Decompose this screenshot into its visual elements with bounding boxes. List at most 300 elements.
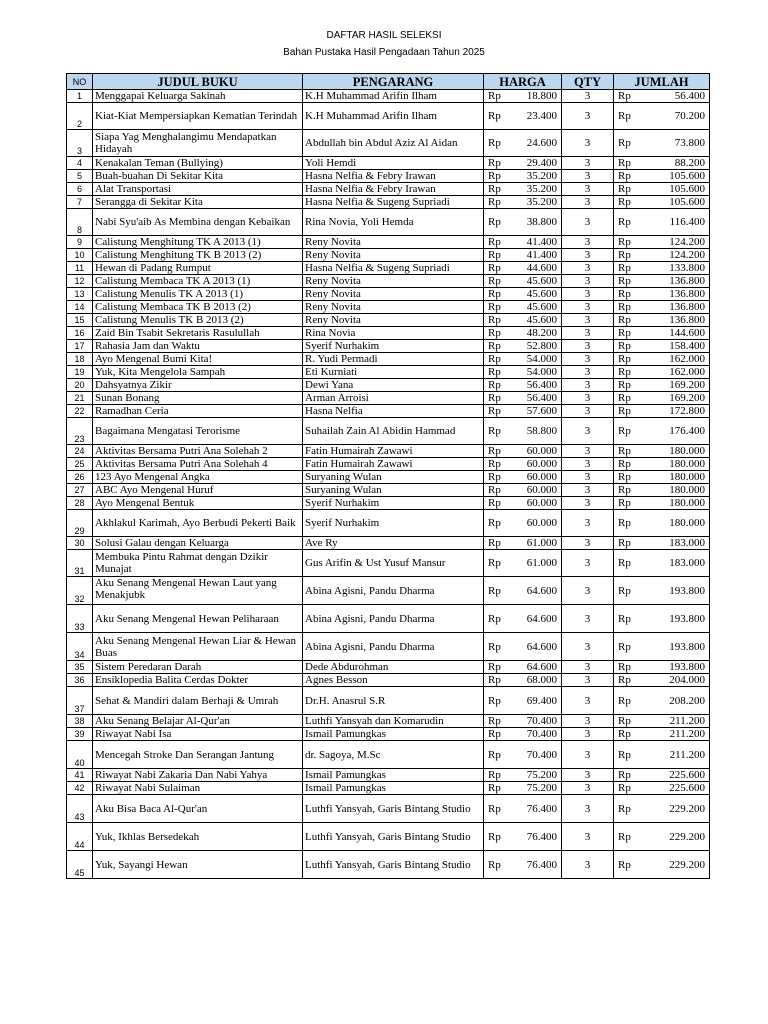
row-number: 8 <box>67 209 93 236</box>
table-row <box>67 661 710 674</box>
table-row <box>67 157 710 170</box>
quantity: 3 <box>562 275 614 288</box>
price-value: 23.400 <box>512 103 562 130</box>
table-row <box>67 196 710 209</box>
price-currency: Rp <box>484 497 512 510</box>
price-value: 35.200 <box>512 170 562 183</box>
total-currency: Rp <box>614 728 642 741</box>
table-row <box>67 90 710 103</box>
book-title: Serangga di Sekitar Kita <box>93 196 303 209</box>
row-number: 17 <box>67 340 93 353</box>
quantity: 3 <box>562 851 614 879</box>
total-value: 136.800 <box>642 288 710 301</box>
row-number: 21 <box>67 392 93 405</box>
book-title: Yuk, Sayangi Hewan <box>93 851 303 879</box>
table-row <box>67 537 710 550</box>
table-row <box>67 418 710 445</box>
book-author: Ismail Pamungkas <box>303 728 484 741</box>
quantity: 3 <box>562 209 614 236</box>
price-currency: Rp <box>484 236 512 249</box>
price-currency: Rp <box>484 484 512 497</box>
price-value: 35.200 <box>512 183 562 196</box>
total-currency: Rp <box>614 769 642 782</box>
book-author: Hasna Nelfia <box>303 405 484 418</box>
row-number: 37 <box>67 687 93 715</box>
book-title: ABC Ayo Mengenal Huruf <box>93 484 303 497</box>
row-number: 35 <box>67 661 93 674</box>
price-currency: Rp <box>484 605 512 633</box>
price-value: 57.600 <box>512 405 562 418</box>
quantity: 3 <box>562 687 614 715</box>
total-value: 180.000 <box>642 471 710 484</box>
total-currency: Rp <box>614 484 642 497</box>
book-author: Suryaning Wulan <box>303 471 484 484</box>
book-author: Rina Novia <box>303 327 484 340</box>
price-value: 61.000 <box>512 537 562 550</box>
row-number: 20 <box>67 379 93 392</box>
row-number: 39 <box>67 728 93 741</box>
price-currency: Rp <box>484 728 512 741</box>
total-currency: Rp <box>614 633 642 661</box>
column-header-no: NO <box>67 74 93 90</box>
quantity: 3 <box>562 103 614 130</box>
table-row <box>67 674 710 687</box>
price-value: 75.200 <box>512 769 562 782</box>
price-currency: Rp <box>484 633 512 661</box>
quantity: 3 <box>562 782 614 795</box>
quantity: 3 <box>562 471 614 484</box>
total-value: 180.000 <box>642 458 710 471</box>
total-currency: Rp <box>614 458 642 471</box>
row-number: 12 <box>67 275 93 288</box>
book-author: Fatin Humairah Zawawi <box>303 445 484 458</box>
table-row <box>67 484 710 497</box>
book-title: Aku Senang Mengenal Hewan Liar & Hewan Buas <box>93 633 303 661</box>
document-subtitle: Bahan Pustaka Hasil Pengadaan Tahun 2025 <box>283 47 485 58</box>
row-number: 38 <box>67 715 93 728</box>
price-currency: Rp <box>484 130 512 157</box>
table-row <box>67 445 710 458</box>
total-value: 176.400 <box>642 418 710 445</box>
book-title: Kenakalan Teman (Bullying) <box>93 157 303 170</box>
row-number: 43 <box>67 795 93 823</box>
table-row <box>67 130 710 157</box>
price-currency: Rp <box>484 288 512 301</box>
book-author: K.H Muhammad Arifin Ilham <box>303 103 484 130</box>
price-value: 29.400 <box>512 157 562 170</box>
book-title: Membuka Pintu Rahmat dengan Dzikir Munajat <box>93 550 303 577</box>
total-currency: Rp <box>614 262 642 275</box>
total-currency: Rp <box>614 353 642 366</box>
table-row <box>67 577 710 605</box>
quantity: 3 <box>562 795 614 823</box>
book-title: Akhlakul Karimah, Ayo Berbudi Pekerti Baik <box>93 510 303 537</box>
price-value: 61.000 <box>512 550 562 577</box>
total-value: 169.200 <box>642 379 710 392</box>
price-value: 75.200 <box>512 782 562 795</box>
price-currency: Rp <box>484 795 512 823</box>
quantity: 3 <box>562 314 614 327</box>
price-currency: Rp <box>484 392 512 405</box>
row-number: 1 <box>67 90 93 103</box>
quantity: 3 <box>562 484 614 497</box>
total-value: 133.800 <box>642 262 710 275</box>
row-number: 29 <box>67 510 93 537</box>
table-row <box>67 314 710 327</box>
price-currency: Rp <box>484 366 512 379</box>
total-value: 208.200 <box>642 687 710 715</box>
price-currency: Rp <box>484 458 512 471</box>
price-value: 70.400 <box>512 715 562 728</box>
total-value: 169.200 <box>642 392 710 405</box>
price-currency: Rp <box>484 196 512 209</box>
price-currency: Rp <box>484 262 512 275</box>
total-currency: Rp <box>614 196 642 209</box>
total-value: 229.200 <box>642 795 710 823</box>
quantity: 3 <box>562 823 614 851</box>
total-currency: Rp <box>614 405 642 418</box>
quantity: 3 <box>562 497 614 510</box>
total-currency: Rp <box>614 471 642 484</box>
book-author: Abdullah bin Abdul Aziz Al Aidan <box>303 130 484 157</box>
row-number: 33 <box>67 605 93 633</box>
book-title: Menggapai Keluarga Sakinah <box>93 90 303 103</box>
book-author: Syerif Nurhakim <box>303 340 484 353</box>
row-number: 19 <box>67 366 93 379</box>
price-currency: Rp <box>484 687 512 715</box>
row-number: 2 <box>67 103 93 130</box>
quantity: 3 <box>562 353 614 366</box>
table-row <box>67 605 710 633</box>
book-author: Dewi Yana <box>303 379 484 392</box>
book-title: Kiat-Kiat Mempersiapkan Kematian Terindah <box>93 103 303 130</box>
row-number: 10 <box>67 249 93 262</box>
total-currency: Rp <box>614 605 642 633</box>
price-value: 60.000 <box>512 471 562 484</box>
book-title: Siapa Yag Menghalangimu Mendapatkan Hidayah <box>93 130 303 157</box>
book-title: Buah-buahan Di Sekitar Kita <box>93 170 303 183</box>
total-value: 211.200 <box>642 715 710 728</box>
total-value: 180.000 <box>642 497 710 510</box>
total-currency: Rp <box>614 366 642 379</box>
quantity: 3 <box>562 288 614 301</box>
quantity: 3 <box>562 249 614 262</box>
book-title: Hewan di Padang Rumput <box>93 262 303 275</box>
column-header-harga: HARGA <box>484 74 562 90</box>
book-author: Reny Novita <box>303 249 484 262</box>
price-value: 60.000 <box>512 497 562 510</box>
total-value: 136.800 <box>642 314 710 327</box>
quantity: 3 <box>562 170 614 183</box>
quantity: 3 <box>562 661 614 674</box>
row-number: 41 <box>67 769 93 782</box>
quantity: 3 <box>562 605 614 633</box>
price-value: 60.000 <box>512 484 562 497</box>
total-value: 180.000 <box>642 510 710 537</box>
book-author: Fatin Humairah Zawawi <box>303 458 484 471</box>
table-row <box>67 823 710 851</box>
table-row <box>67 170 710 183</box>
table-row <box>67 715 710 728</box>
price-value: 69.400 <box>512 687 562 715</box>
table-row <box>67 327 710 340</box>
total-value: 73.800 <box>642 130 710 157</box>
row-number: 16 <box>67 327 93 340</box>
total-currency: Rp <box>614 550 642 577</box>
row-number: 11 <box>67 262 93 275</box>
price-value: 60.000 <box>512 458 562 471</box>
table-row <box>67 471 710 484</box>
row-number: 31 <box>67 550 93 577</box>
book-title: Aktivitas Bersama Putri Ana Solehah 2 <box>93 445 303 458</box>
column-header-jumlah: JUMLAH <box>614 74 710 90</box>
quantity: 3 <box>562 537 614 550</box>
book-title: Aku Bisa Baca Al-Qur'an <box>93 795 303 823</box>
book-title: Yuk, Kita Mengelola Sampah <box>93 366 303 379</box>
row-number: 42 <box>67 782 93 795</box>
column-header-pengarang: PENGARANG <box>303 74 484 90</box>
book-author: Ave Ry <box>303 537 484 550</box>
total-currency: Rp <box>614 183 642 196</box>
table-row <box>67 741 710 769</box>
price-value: 64.600 <box>512 577 562 605</box>
quantity: 3 <box>562 183 614 196</box>
row-number: 40 <box>67 741 93 769</box>
total-currency: Rp <box>614 741 642 769</box>
price-currency: Rp <box>484 782 512 795</box>
total-currency: Rp <box>614 851 642 879</box>
price-value: 54.000 <box>512 366 562 379</box>
price-value: 56.400 <box>512 392 562 405</box>
book-title: Bagaimana Mengatasi Terorisme <box>93 418 303 445</box>
price-currency: Rp <box>484 249 512 262</box>
book-author: Gus Arifin & Ust Yusuf Mansur <box>303 550 484 577</box>
row-number: 44 <box>67 823 93 851</box>
book-title: Zaid Bin Tsabit Sekretaris Rasulullah <box>93 327 303 340</box>
row-number: 18 <box>67 353 93 366</box>
book-title: Ensiklopedia Balita Cerdas Dokter <box>93 674 303 687</box>
total-currency: Rp <box>614 674 642 687</box>
total-value: 183.000 <box>642 537 710 550</box>
book-title: Aku Senang Mengenal Hewan Laut yang Menakjubk <box>93 577 303 605</box>
book-author: dr. Sagoya, M.Sc <box>303 741 484 769</box>
total-value: 158.400 <box>642 340 710 353</box>
price-value: 76.400 <box>512 823 562 851</box>
book-title: Calistung Menghitung TK B 2013 (2) <box>93 249 303 262</box>
total-value: 229.200 <box>642 823 710 851</box>
table-row <box>67 288 710 301</box>
quantity: 3 <box>562 262 614 275</box>
table-row <box>67 249 710 262</box>
row-number: 34 <box>67 633 93 661</box>
book-author: Luthfi Yansyah dan Komarudin <box>303 715 484 728</box>
price-currency: Rp <box>484 90 512 103</box>
total-currency: Rp <box>614 275 642 288</box>
table-row <box>67 769 710 782</box>
total-currency: Rp <box>614 379 642 392</box>
row-number: 27 <box>67 484 93 497</box>
book-title: Ramadhan Ceria <box>93 405 303 418</box>
price-value: 56.400 <box>512 379 562 392</box>
price-value: 45.600 <box>512 314 562 327</box>
price-currency: Rp <box>484 157 512 170</box>
total-value: 162.000 <box>642 366 710 379</box>
book-title: Solusi Galau dengan Keluarga <box>93 537 303 550</box>
total-currency: Rp <box>614 445 642 458</box>
book-title: Sistem Peredaran Darah <box>93 661 303 674</box>
price-value: 54.000 <box>512 353 562 366</box>
row-number: 7 <box>67 196 93 209</box>
book-author: Ismail Pamungkas <box>303 769 484 782</box>
book-title: Calistung Membaca TK A 2013 (1) <box>93 275 303 288</box>
total-currency: Rp <box>614 795 642 823</box>
book-author: Dede Abdurohman <box>303 661 484 674</box>
quantity: 3 <box>562 379 614 392</box>
price-value: 70.400 <box>512 741 562 769</box>
book-title: Calistung Menghitung TK A 2013 (1) <box>93 236 303 249</box>
total-currency: Rp <box>614 90 642 103</box>
total-currency: Rp <box>614 249 642 262</box>
price-currency: Rp <box>484 471 512 484</box>
quantity: 3 <box>562 577 614 605</box>
table-row <box>67 687 710 715</box>
quantity: 3 <box>562 405 614 418</box>
price-value: 41.400 <box>512 249 562 262</box>
table-row <box>67 353 710 366</box>
book-title: Ayo Mengenal Bumi Kita! <box>93 353 303 366</box>
quantity: 3 <box>562 633 614 661</box>
book-title: Nabi Syu'aib As Membina dengan Kebaikan <box>93 209 303 236</box>
price-currency: Rp <box>484 445 512 458</box>
book-author: Reny Novita <box>303 301 484 314</box>
total-currency: Rp <box>614 340 642 353</box>
total-value: 124.200 <box>642 249 710 262</box>
total-value: 136.800 <box>642 301 710 314</box>
row-number: 9 <box>67 236 93 249</box>
quantity: 3 <box>562 340 614 353</box>
row-number: 30 <box>67 537 93 550</box>
total-value: 105.600 <box>642 196 710 209</box>
price-currency: Rp <box>484 510 512 537</box>
book-author: Yoli Hemdi <box>303 157 484 170</box>
price-value: 58.800 <box>512 418 562 445</box>
total-currency: Rp <box>614 497 642 510</box>
total-currency: Rp <box>614 103 642 130</box>
price-value: 52.800 <box>512 340 562 353</box>
quantity: 3 <box>562 550 614 577</box>
price-value: 18.800 <box>512 90 562 103</box>
total-currency: Rp <box>614 157 642 170</box>
total-currency: Rp <box>614 130 642 157</box>
row-number: 22 <box>67 405 93 418</box>
table-row <box>67 275 710 288</box>
book-author: Syerif Nurhakim <box>303 497 484 510</box>
book-author: Abina Agisni, Pandu Dharma <box>303 633 484 661</box>
table-row <box>67 550 710 577</box>
quantity: 3 <box>562 157 614 170</box>
book-title: Aku Senang Mengenal Hewan Peliharaan <box>93 605 303 633</box>
total-value: 70.200 <box>642 103 710 130</box>
quantity: 3 <box>562 510 614 537</box>
price-value: 41.400 <box>512 236 562 249</box>
total-currency: Rp <box>614 209 642 236</box>
row-number: 26 <box>67 471 93 484</box>
total-value: 225.600 <box>642 769 710 782</box>
price-currency: Rp <box>484 577 512 605</box>
table-row <box>67 340 710 353</box>
book-title: Sunan Bonang <box>93 392 303 405</box>
price-currency: Rp <box>484 661 512 674</box>
price-currency: Rp <box>484 340 512 353</box>
book-author: Hasna Nelfia & Sugeng Supriadi <box>303 196 484 209</box>
price-value: 60.000 <box>512 510 562 537</box>
price-currency: Rp <box>484 851 512 879</box>
price-currency: Rp <box>484 314 512 327</box>
price-currency: Rp <box>484 769 512 782</box>
price-currency: Rp <box>484 741 512 769</box>
table-row <box>67 183 710 196</box>
price-value: 48.200 <box>512 327 562 340</box>
total-currency: Rp <box>614 715 642 728</box>
row-number: 13 <box>67 288 93 301</box>
book-author: K.H Muhammad Arifin Ilham <box>303 90 484 103</box>
total-value: 193.800 <box>642 577 710 605</box>
total-value: 105.600 <box>642 183 710 196</box>
price-currency: Rp <box>484 353 512 366</box>
quantity: 3 <box>562 418 614 445</box>
total-value: 88.200 <box>642 157 710 170</box>
book-title: Calistung Menulis TK A 2013 (1) <box>93 288 303 301</box>
price-currency: Rp <box>484 405 512 418</box>
price-currency: Rp <box>484 379 512 392</box>
total-value: 193.800 <box>642 633 710 661</box>
book-title: Alat Transportasi <box>93 183 303 196</box>
book-author: Luthfi Yansyah, Garis Bintang Studio <box>303 795 484 823</box>
price-currency: Rp <box>484 209 512 236</box>
price-currency: Rp <box>484 550 512 577</box>
row-number: 6 <box>67 183 93 196</box>
price-value: 35.200 <box>512 196 562 209</box>
row-number: 36 <box>67 674 93 687</box>
price-currency: Rp <box>484 183 512 196</box>
table-row <box>67 497 710 510</box>
total-currency: Rp <box>614 327 642 340</box>
book-selection-table <box>66 73 710 879</box>
table-row <box>67 510 710 537</box>
quantity: 3 <box>562 674 614 687</box>
price-currency: Rp <box>484 418 512 445</box>
quantity: 3 <box>562 715 614 728</box>
row-number: 4 <box>67 157 93 170</box>
book-author: Syerif Nurhakim <box>303 510 484 537</box>
book-title: Mencegah Stroke Dan Serangan Jantung <box>93 741 303 769</box>
total-value: 172.800 <box>642 405 710 418</box>
book-author: Suhailah Zain Al Abidin Hammad <box>303 418 484 445</box>
table-row <box>67 236 710 249</box>
total-value: 162.000 <box>642 353 710 366</box>
book-author: R. Yudi Permadi <box>303 353 484 366</box>
quantity: 3 <box>562 130 614 157</box>
total-value: 180.000 <box>642 484 710 497</box>
book-title: Riwayat Nabi Isa <box>93 728 303 741</box>
quantity: 3 <box>562 90 614 103</box>
table-row <box>67 301 710 314</box>
quantity: 3 <box>562 728 614 741</box>
quantity: 3 <box>562 196 614 209</box>
price-currency: Rp <box>484 170 512 183</box>
total-value: 211.200 <box>642 728 710 741</box>
row-number: 25 <box>67 458 93 471</box>
